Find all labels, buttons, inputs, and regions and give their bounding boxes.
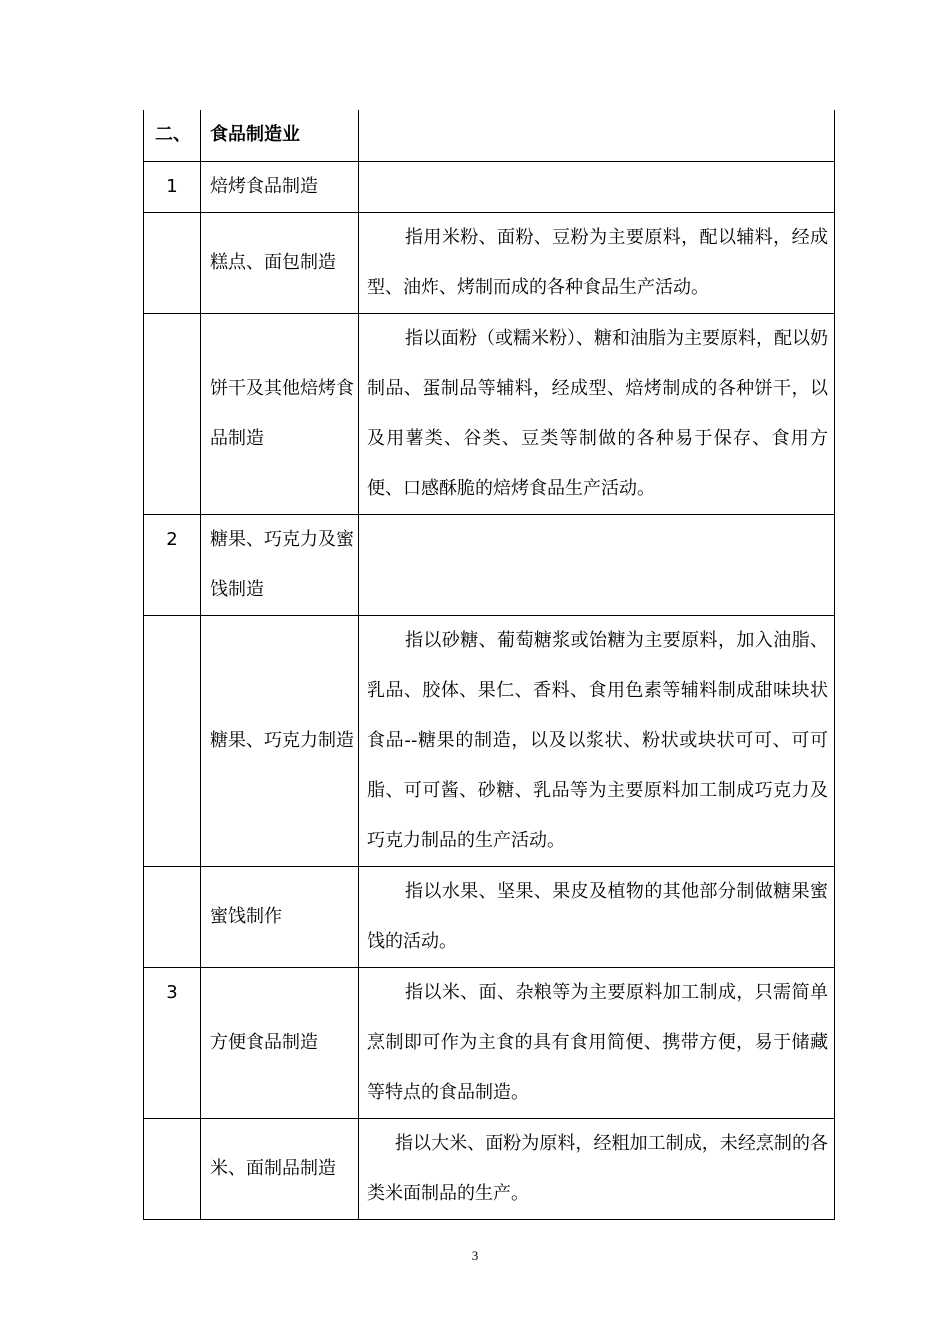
category-name: 焙烤食品制造 bbox=[201, 161, 359, 212]
category-description: 指以水果、坚果、果皮及植物的其他部分制做糖果蜜饯的活动。 bbox=[359, 866, 835, 967]
category-description bbox=[359, 161, 835, 212]
table-row bbox=[144, 514, 835, 615]
row-number: 2 bbox=[144, 514, 201, 615]
row-number bbox=[144, 615, 201, 866]
row-number bbox=[144, 866, 201, 967]
category-name: 糖果、巧克力制造 bbox=[201, 615, 359, 866]
table-row bbox=[144, 615, 835, 866]
row-number bbox=[144, 313, 201, 514]
category-description: 指以面粉（或糯米粉）、糖和油脂为主要原料，配以奶制品、蛋制品等辅料，经成型、焙烤制成的各种饼干，以及用薯类、谷类、豆类等制做的各种易于保存、食用方便、口感酥脆的焙烤食品生产活动。 bbox=[359, 313, 835, 514]
category-description: 指用米粉、面粉、豆粉为主要原料，配以辅料，经成型、油炸、烤制而成的各种食品生产活动。 bbox=[359, 212, 835, 313]
row-number: 3 bbox=[144, 967, 201, 1118]
category-description bbox=[359, 110, 835, 161]
category-name: 蜜饯制作 bbox=[201, 866, 359, 967]
category-name: 饼干及其他焙烤食品制造 bbox=[201, 313, 359, 514]
table-row bbox=[144, 313, 835, 514]
category-name: 糖果、巧克力及蜜饯制造 bbox=[201, 514, 359, 615]
table-row bbox=[144, 212, 835, 313]
table-row bbox=[144, 110, 835, 161]
table-row bbox=[144, 161, 835, 212]
category-description: 指以砂糖、葡萄糖浆或饴糖为主要原料，加入油脂、乳品、胶体、果仁、香料、食用色素等辅料制成甜味块状食品--糖果的制造，以及以浆状、粉状或块状可可、可可脂、可可酱、砂糖、乳品等为主要原料加工制成巧克力及巧克力制品的生产活动。 bbox=[359, 615, 835, 866]
category-name: 糕点、面包制造 bbox=[201, 212, 359, 313]
table-row bbox=[144, 866, 835, 967]
row-number: 二、 bbox=[144, 110, 201, 161]
table-row bbox=[144, 967, 835, 1118]
category-description: 指以米、面、杂粮等为主要原料加工制成，只需简单烹制即可作为主食的具有食用简便、携带方便，易于储藏等特点的食品制造。 bbox=[359, 967, 835, 1118]
table-row bbox=[144, 1118, 835, 1219]
industry-classification-table bbox=[143, 110, 835, 1220]
row-number bbox=[144, 1118, 201, 1219]
category-name: 方便食品制造 bbox=[201, 967, 359, 1118]
category-description: 指以大米、面粉为原料，经粗加工制成，未经烹制的各类米面制品的生产。 bbox=[359, 1118, 835, 1219]
category-name: 米、面制品制造 bbox=[201, 1118, 359, 1219]
row-number: 1 bbox=[144, 161, 201, 212]
category-description bbox=[359, 514, 835, 615]
row-number bbox=[144, 212, 201, 313]
page-number: 3 bbox=[471, 1248, 479, 1263]
category-name: 食品制造业 bbox=[201, 110, 359, 161]
